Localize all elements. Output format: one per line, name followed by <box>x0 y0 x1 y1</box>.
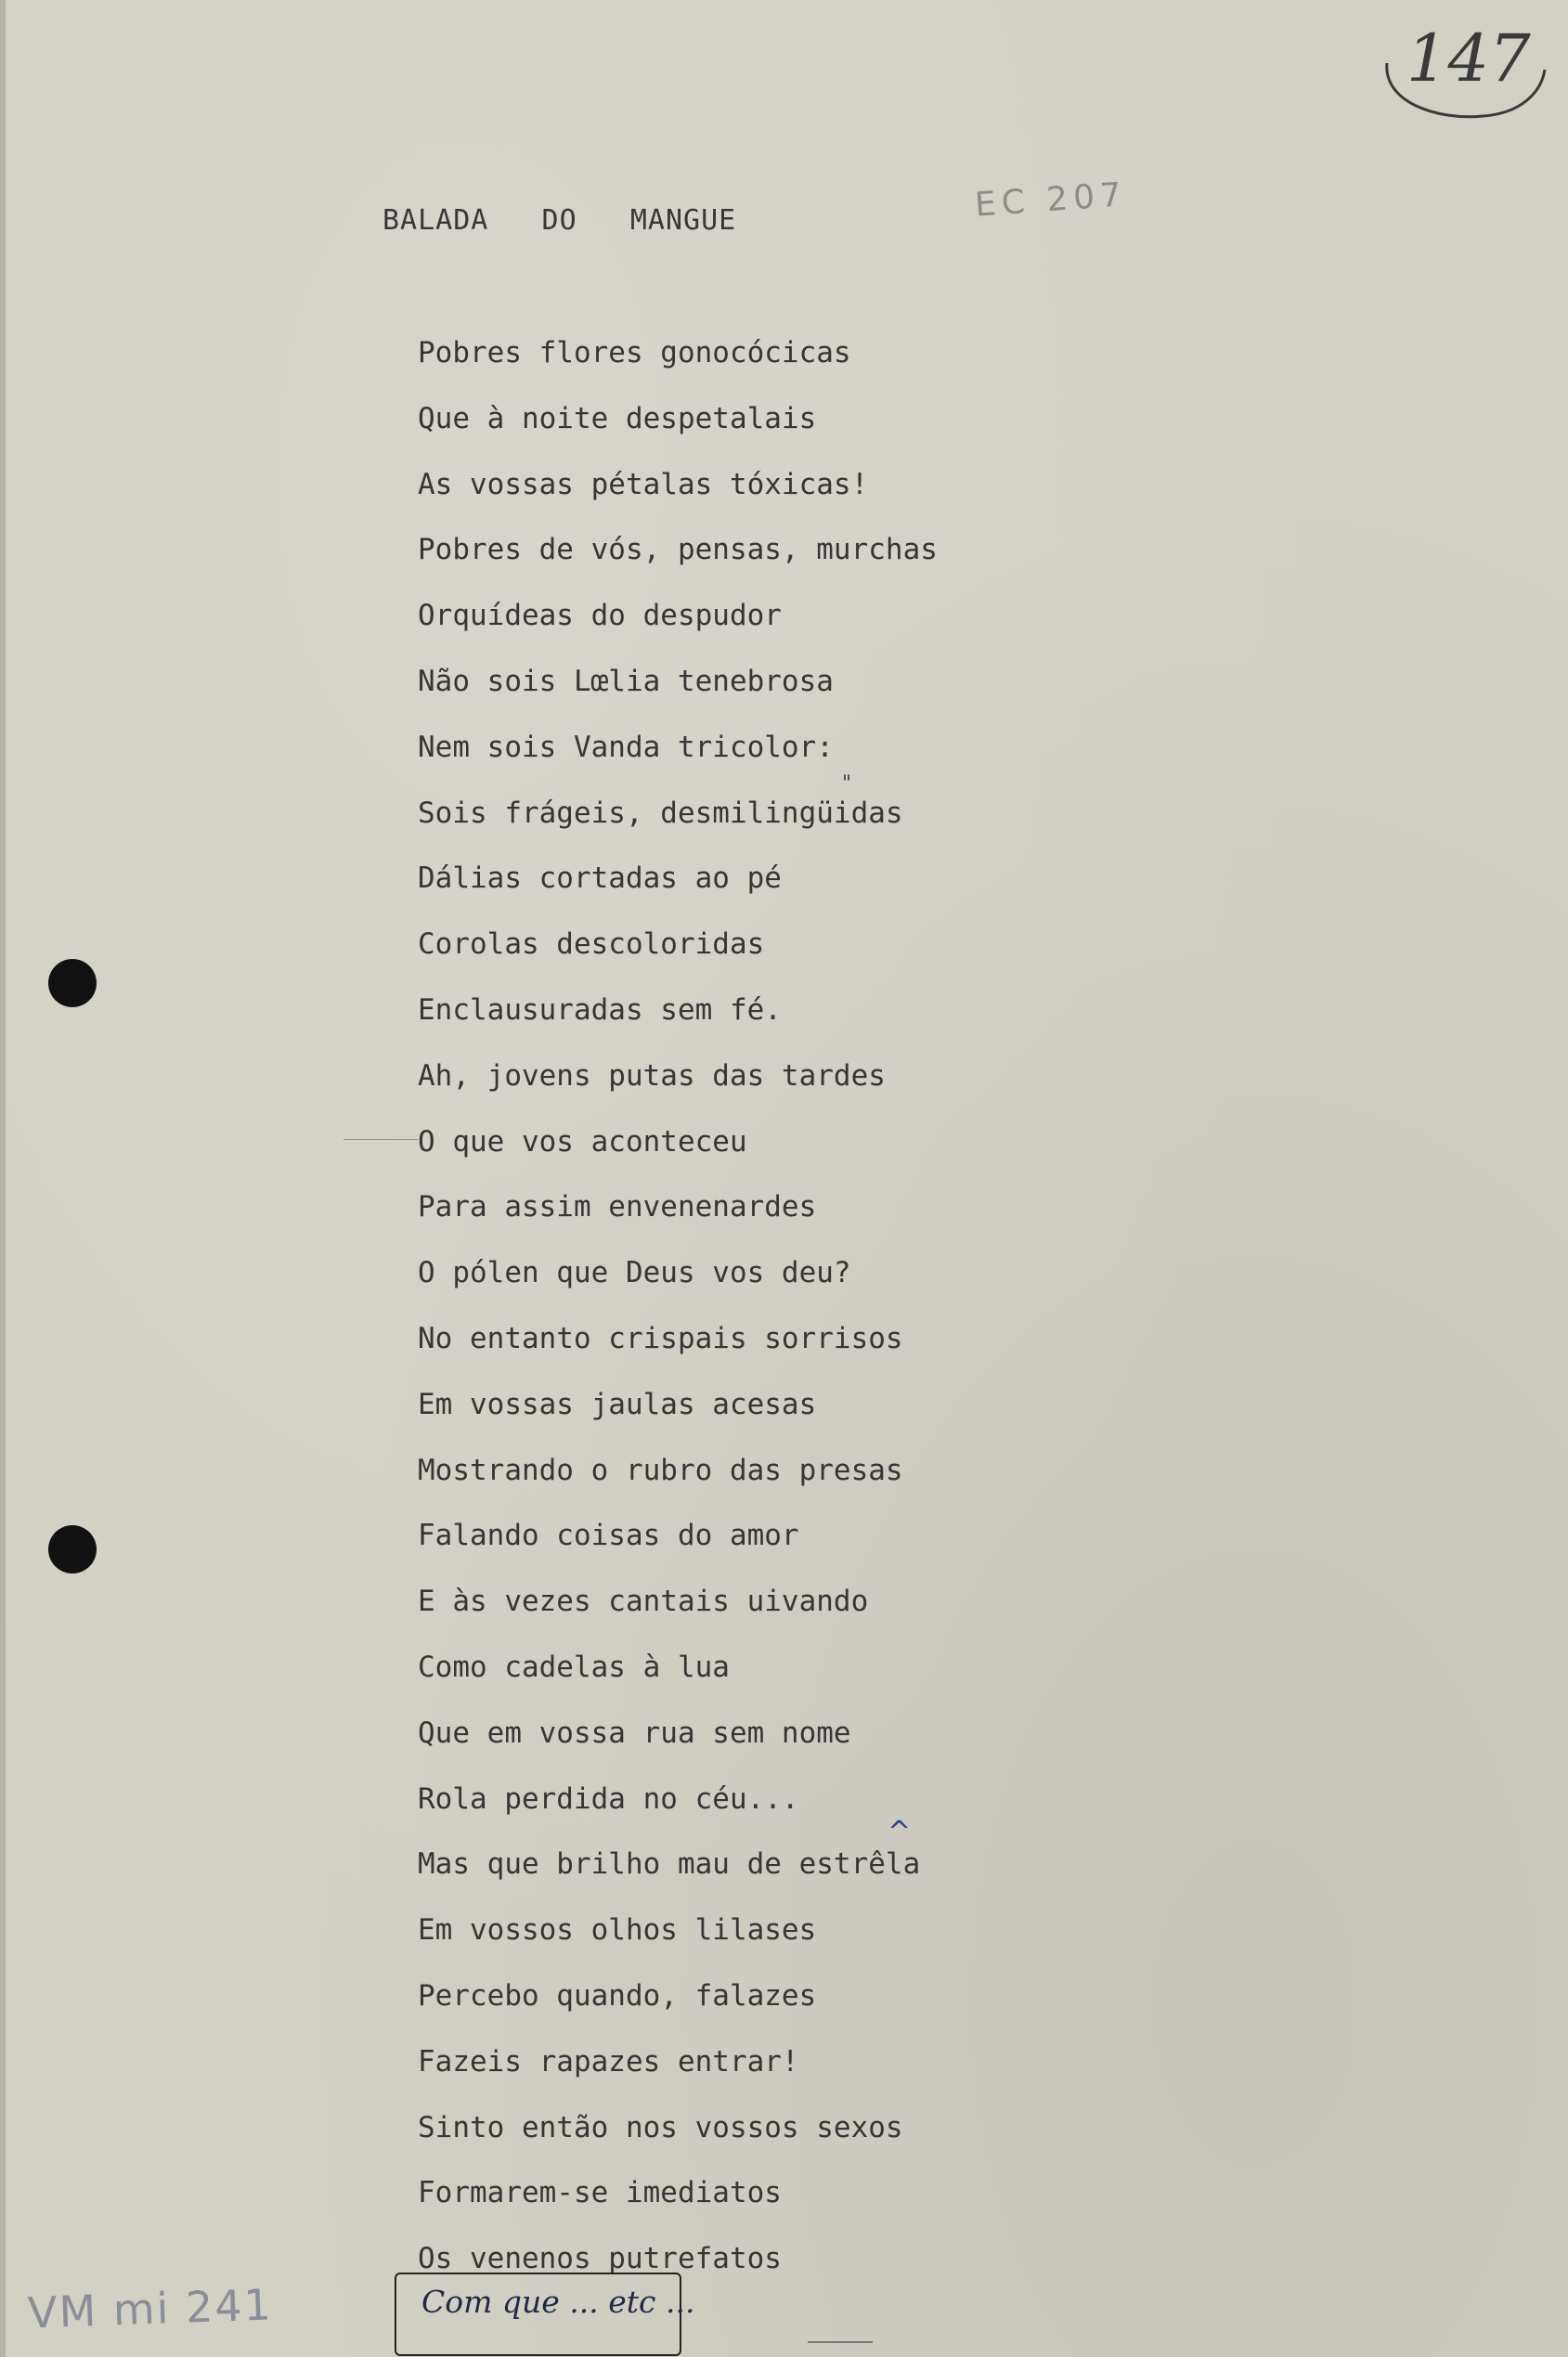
poem-line: Como cadelas à lua <box>418 1650 730 1684</box>
poem-line: Enclausuradas sem fé. <box>418 992 782 1027</box>
poem-line: Mostrando o rubro das presas <box>418 1453 903 1487</box>
poem-line: Pobres flores gonocócicas <box>418 336 851 369</box>
poem-line: Nem sois Vanda tricolor: <box>418 730 834 764</box>
poem-line: Não sois Lœlia tenebrosa <box>418 664 834 698</box>
margin-annotation: VM mi 241 <box>27 2279 274 2338</box>
poem-line: Para assim envenenardes <box>418 1190 817 1224</box>
poem-line: Fazeis rapazes entrar! <box>418 2044 799 2079</box>
poem-line: Dálias cortadas ao pé <box>418 861 782 896</box>
stray-mark <box>343 1139 418 1140</box>
poem-title: BALADA DO MANGUE <box>382 204 737 237</box>
poem-line: Rola perdida no céu... <box>418 1781 799 1816</box>
handwritten-note: Com que ... etc ... <box>421 2284 695 2320</box>
poem-line: Mas que brilho mau de estrêla <box>418 1847 921 1882</box>
poem-line: O pólen que Deus vos deu? <box>418 1256 851 1290</box>
poem-line: Orquídeas do despudor <box>418 599 782 633</box>
poem-line: As vossas pétalas tóxicas! <box>418 467 869 501</box>
poem-line: No entanto crispais sorrisos <box>418 1321 903 1355</box>
page-number: 147 <box>1406 20 1531 97</box>
poem-line: Os venenos putrefatos <box>418 2242 782 2276</box>
handwritten-caret-mark: ^ <box>888 1816 912 1848</box>
poem-line: Percebo quando, falazes <box>418 1978 817 2013</box>
poem-line: Pobres de vós, pensas, murchas <box>418 533 938 567</box>
punch-hole-bottom <box>48 1525 97 1573</box>
poem-line: Falando coisas do amor <box>418 1519 799 1553</box>
poem-line: Sois frágeis, desmilingüidas <box>418 796 903 830</box>
poem-line: Ah, jovens putas das tardes <box>418 1058 886 1093</box>
poem-line: Formarem-se imediatos <box>418 2176 782 2210</box>
poem-line: Corolas descoloridas <box>418 927 765 962</box>
poem-line: Em vossos olhos lilases <box>418 1913 817 1948</box>
bottom-edge-mark <box>808 2341 873 2343</box>
pencil-reference: EC 207 <box>973 175 1129 225</box>
poem-body <box>418 332 938 2304</box>
poem-line: Em vossas jaulas acesas <box>418 1387 817 1421</box>
poem-line: E às vezes cantais uivando <box>418 1585 869 1619</box>
handwritten-accent-mark: " <box>842 772 852 796</box>
poem-line: Que à noite despetalais <box>418 401 817 435</box>
poem-line: Sinto então nos vossos sexos <box>418 2110 903 2144</box>
punch-hole-top <box>48 959 97 1007</box>
page-edge <box>0 0 6 2357</box>
poem-line: O que vos aconteceu <box>418 1124 747 1159</box>
poem-line: Que em vossa rua sem nome <box>418 1716 851 1750</box>
